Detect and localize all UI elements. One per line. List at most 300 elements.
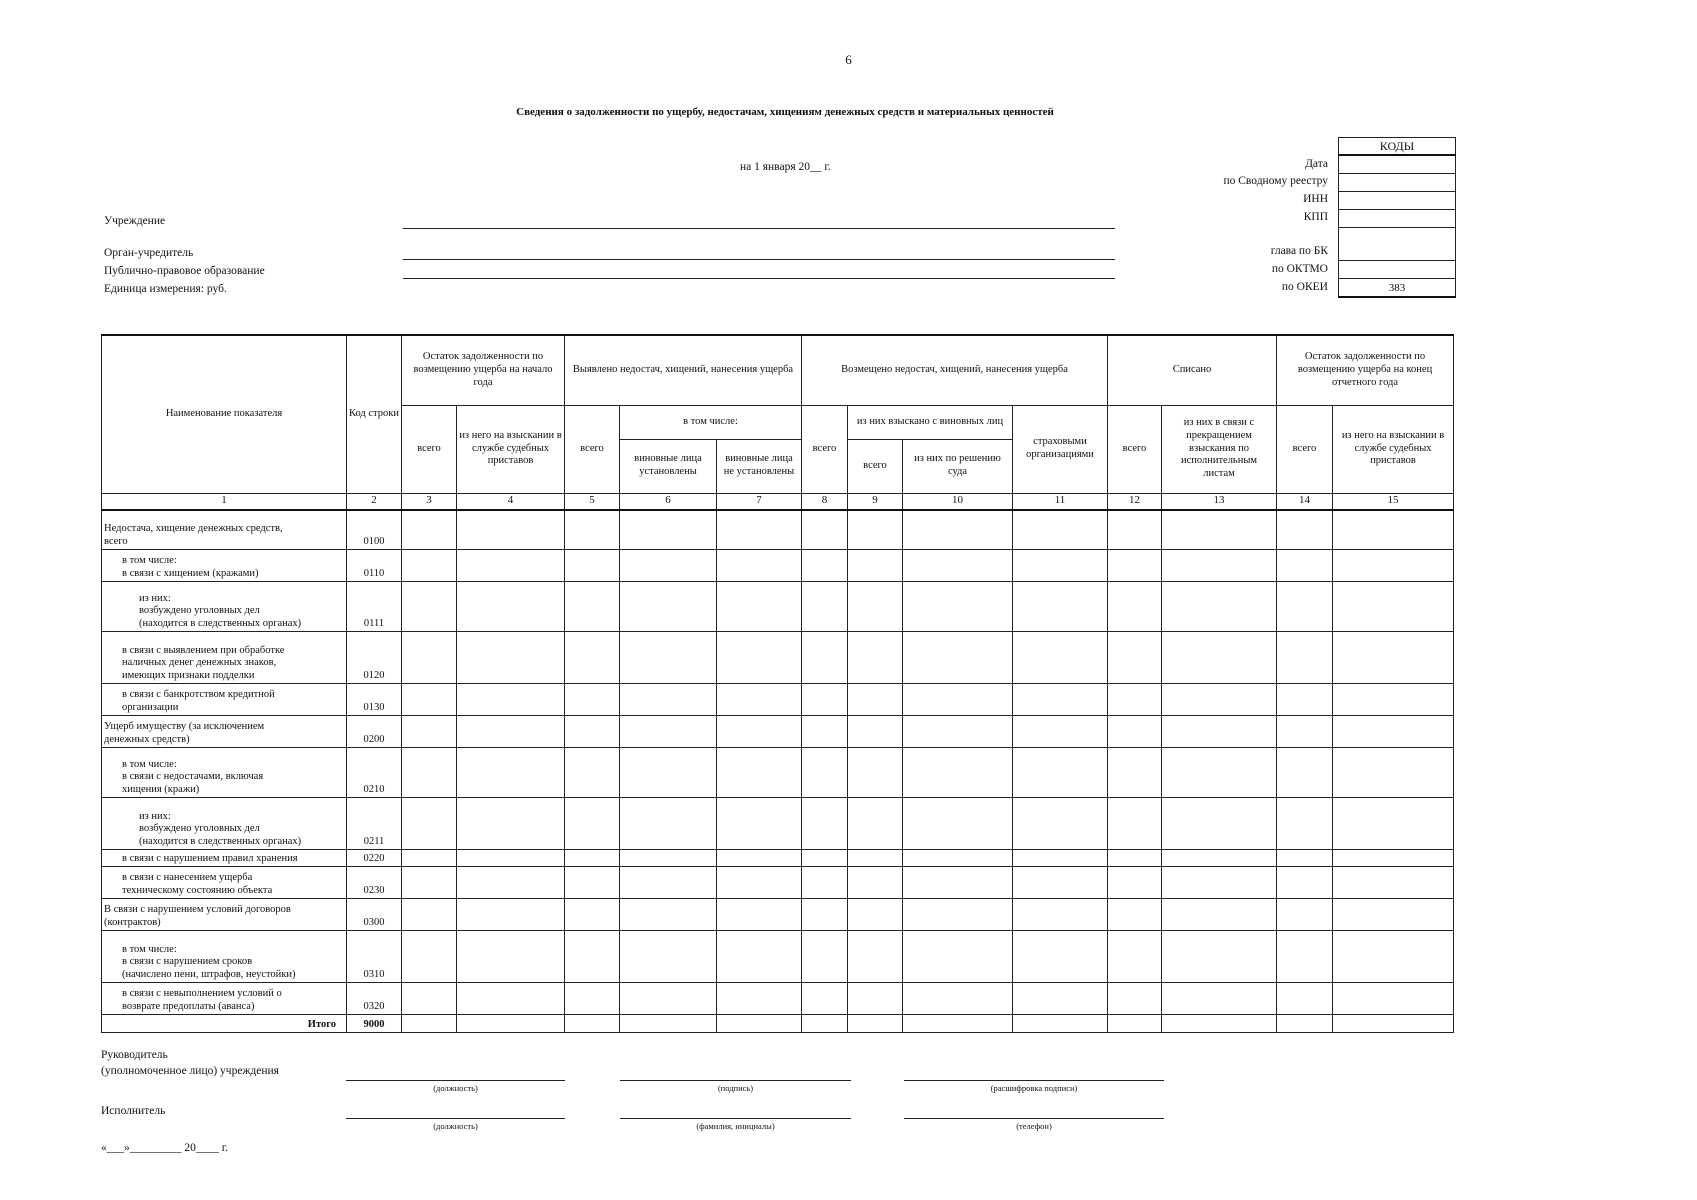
header-written-off: Списано <box>1108 335 1277 405</box>
value-cell[interactable] <box>1162 550 1277 582</box>
value-cell[interactable] <box>1333 983 1454 1015</box>
row-code: 0200 <box>347 716 402 748</box>
value-cell[interactable] <box>802 510 848 550</box>
header-including: в том числе: <box>620 405 802 439</box>
value-cell[interactable] <box>457 850 565 867</box>
value-cell[interactable] <box>1013 510 1108 550</box>
value-cell[interactable] <box>565 684 620 716</box>
row-name-line: Итого <box>307 1019 336 1031</box>
value-cell[interactable] <box>1333 748 1454 798</box>
row-name-line: из них: <box>139 810 171 822</box>
value-cell[interactable] <box>1333 931 1454 983</box>
column-number: 1 <box>102 493 347 510</box>
value-cell[interactable] <box>1013 632 1108 684</box>
row-code: 0220 <box>347 850 402 867</box>
table-row <box>102 798 1454 850</box>
value-cell[interactable] <box>1108 510 1162 550</box>
column-number: 12 <box>1108 493 1162 510</box>
value-cell[interactable] <box>717 983 802 1015</box>
value-cell[interactable] <box>402 748 457 798</box>
code-cell-inn[interactable] <box>1339 192 1456 210</box>
value-cell[interactable] <box>457 632 565 684</box>
value-cell[interactable] <box>1162 632 1277 684</box>
row-name <box>102 850 347 867</box>
header-col9-total: всего <box>848 439 903 493</box>
header-balance-end: Остаток задолженности по возмещению ущерба на конец отчетного года <box>1277 335 1454 405</box>
table-row <box>102 899 1454 931</box>
table-row <box>102 748 1454 798</box>
value-cell[interactable] <box>848 510 903 550</box>
executor-position-line[interactable] <box>346 1118 565 1119</box>
code-label-register: по Сводному реестру <box>1223 175 1328 187</box>
value-cell[interactable] <box>1013 684 1108 716</box>
value-cell[interactable] <box>1277 510 1333 550</box>
value-cell[interactable] <box>620 748 717 798</box>
code-cell-kpp[interactable] <box>1339 210 1456 228</box>
value-cell[interactable] <box>1013 582 1108 632</box>
value-cell[interactable] <box>1108 850 1162 867</box>
value-cell[interactable] <box>1277 748 1333 798</box>
row-code: 0210 <box>347 748 402 798</box>
value-cell[interactable] <box>620 931 717 983</box>
value-cell[interactable] <box>903 684 1013 716</box>
value-cell[interactable] <box>848 798 903 850</box>
value-cell[interactable] <box>1333 510 1454 550</box>
row-name-line: из них: <box>139 592 171 604</box>
value-cell[interactable] <box>717 632 802 684</box>
value-cell[interactable] <box>1333 867 1454 899</box>
value-cell[interactable] <box>457 510 565 550</box>
value-cell[interactable] <box>620 550 717 582</box>
value-cell[interactable] <box>620 867 717 899</box>
code-cell-oktmo[interactable] <box>1339 261 1456 279</box>
value-cell[interactable] <box>848 716 903 748</box>
document-title: Сведения о задолженности по ущербу, недостачам, хищениям денежных средств и материальных ценностей <box>516 106 1054 118</box>
value-cell[interactable] <box>903 716 1013 748</box>
value-cell[interactable] <box>402 850 457 867</box>
executor-phone-line[interactable] <box>904 1118 1164 1119</box>
row-name-line: в связи с нарушением сроков <box>122 956 253 968</box>
value-cell[interactable] <box>1108 1015 1162 1033</box>
value-cell[interactable] <box>848 931 903 983</box>
row-name-line: организации <box>122 702 179 714</box>
value-cell[interactable] <box>402 931 457 983</box>
value-cell[interactable] <box>717 850 802 867</box>
row-name-line: всего <box>104 536 128 548</box>
founder-field-line[interactable] <box>403 259 1115 260</box>
column-number: 5 <box>565 493 620 510</box>
value-cell[interactable] <box>717 582 802 632</box>
value-cell[interactable] <box>1333 899 1454 931</box>
value-cell[interactable] <box>1277 983 1333 1015</box>
row-name-line: (находится в следственных органах) <box>139 836 302 848</box>
value-cell[interactable] <box>402 983 457 1015</box>
value-cell[interactable] <box>565 931 620 983</box>
value-cell[interactable] <box>717 748 802 798</box>
value-cell[interactable] <box>402 582 457 632</box>
value-cell[interactable] <box>848 867 903 899</box>
row-name <box>102 798 347 850</box>
executor-name-caption: (фамилия, инициалы) <box>696 1121 775 1131</box>
head-label-2: (уполномоченное лицо) учреждения <box>101 1065 279 1077</box>
table-row <box>102 1015 1454 1033</box>
table-row <box>102 632 1454 684</box>
value-cell[interactable] <box>802 867 848 899</box>
value-cell[interactable] <box>565 850 620 867</box>
code-label-bk: глава по БК <box>1270 245 1328 257</box>
value-cell[interactable] <box>802 632 848 684</box>
value-cell[interactable] <box>620 983 717 1015</box>
column-number: 4 <box>457 493 565 510</box>
value-cell[interactable] <box>802 684 848 716</box>
value-cell[interactable] <box>1013 798 1108 850</box>
value-cell[interactable] <box>457 550 565 582</box>
row-name-line: техническому состоянию объекта <box>122 885 273 897</box>
row-name <box>102 716 347 748</box>
debt-table <box>101 334 1454 1033</box>
value-cell[interactable] <box>1162 1015 1277 1033</box>
value-cell[interactable] <box>903 582 1013 632</box>
row-name <box>102 550 347 582</box>
value-cell[interactable] <box>903 510 1013 550</box>
value-cell[interactable] <box>620 684 717 716</box>
value-cell[interactable] <box>1013 748 1108 798</box>
row-name <box>102 748 347 798</box>
value-cell[interactable] <box>1013 899 1108 931</box>
executor-label: Исполнитель <box>101 1105 166 1117</box>
value-cell[interactable] <box>1108 748 1162 798</box>
report-date-line: на 1 января 20__ г. <box>740 161 831 173</box>
header-row-code: Код строки <box>347 335 402 493</box>
header-col4-bailiffs: из него на взыскании в службе судебных приставов <box>457 405 565 493</box>
code-label-okei: по ОКЕИ <box>1281 281 1328 293</box>
row-name-line: В связи с нарушением условий договоров <box>104 904 291 916</box>
value-cell[interactable] <box>1162 983 1277 1015</box>
value-cell[interactable] <box>402 867 457 899</box>
value-cell[interactable] <box>1108 716 1162 748</box>
value-cell[interactable] <box>1333 798 1454 850</box>
row-name-line: в связи с хищением (кражами) <box>122 568 259 580</box>
value-cell[interactable] <box>1333 850 1454 867</box>
head-position-caption: (должность) <box>433 1083 478 1093</box>
column-number: 10 <box>903 493 1013 510</box>
row-name-line: (начислено пени, штрафов, неустойки) <box>122 969 296 981</box>
value-cell[interactable] <box>620 899 717 931</box>
value-cell[interactable] <box>1333 716 1454 748</box>
row-code: 0230 <box>347 867 402 899</box>
value-cell[interactable] <box>903 899 1013 931</box>
value-cell[interactable] <box>620 850 717 867</box>
value-cell[interactable] <box>903 798 1013 850</box>
value-cell[interactable] <box>620 1015 717 1033</box>
value-cell[interactable] <box>1162 798 1277 850</box>
value-cell[interactable] <box>1162 684 1277 716</box>
value-cell[interactable] <box>717 1015 802 1033</box>
value-cell[interactable] <box>802 931 848 983</box>
value-cell[interactable] <box>903 867 1013 899</box>
value-cell[interactable] <box>802 983 848 1015</box>
row-name <box>102 582 347 632</box>
value-cell[interactable] <box>565 1015 620 1033</box>
code-cell-register[interactable] <box>1339 174 1456 192</box>
table-row <box>102 716 1454 748</box>
value-cell[interactable] <box>620 510 717 550</box>
head-signature-line[interactable] <box>620 1080 851 1081</box>
value-cell[interactable] <box>1013 716 1108 748</box>
value-cell[interactable] <box>802 850 848 867</box>
row-name <box>102 632 347 684</box>
value-cell[interactable] <box>1108 684 1162 716</box>
value-cell[interactable] <box>457 716 565 748</box>
value-cell[interactable] <box>903 632 1013 684</box>
row-name-line: в связи с нанесением ущерба <box>122 872 253 884</box>
table-row <box>102 867 1454 899</box>
header-reimbursed: Возмещено недостач, хищений, нанесения ущерба <box>802 335 1108 405</box>
value-cell[interactable] <box>717 867 802 899</box>
value-cell[interactable] <box>1013 931 1108 983</box>
value-cell[interactable] <box>565 550 620 582</box>
value-cell[interactable] <box>402 684 457 716</box>
public-entity-label: Публично-правовое образование <box>104 265 265 277</box>
row-name-line: в том числе: <box>122 943 177 955</box>
value-cell[interactable] <box>620 632 717 684</box>
code-label-kpp: КПП <box>1303 211 1328 223</box>
column-number: 13 <box>1162 493 1277 510</box>
header-col6-culprits-found: виновные лица установлены <box>620 439 717 493</box>
value-cell[interactable] <box>1013 983 1108 1015</box>
value-cell[interactable] <box>802 582 848 632</box>
header-col15-bailiffs: из него на взыскании в службе судебных приставов <box>1333 405 1454 493</box>
value-cell[interactable] <box>402 550 457 582</box>
founder-label: Орган-учредитель <box>104 247 194 259</box>
value-cell[interactable] <box>1162 931 1277 983</box>
value-cell[interactable] <box>903 850 1013 867</box>
value-cell[interactable] <box>565 716 620 748</box>
value-cell[interactable] <box>802 899 848 931</box>
value-cell[interactable] <box>402 798 457 850</box>
value-cell[interactable] <box>848 748 903 798</box>
table-row <box>102 983 1454 1015</box>
code-label-oktmo: по ОКТМО <box>1271 263 1328 275</box>
code-cell-bk[interactable] <box>1339 228 1456 261</box>
value-cell[interactable] <box>717 931 802 983</box>
value-cell[interactable] <box>1277 716 1333 748</box>
row-name <box>102 899 347 931</box>
value-cell[interactable] <box>565 748 620 798</box>
code-cell-okei[interactable]: 383 <box>1339 279 1456 298</box>
row-name-line: возбуждено уголовных дел <box>139 823 260 835</box>
value-cell[interactable] <box>848 684 903 716</box>
table-row <box>102 550 1454 582</box>
value-cell[interactable] <box>1013 850 1108 867</box>
row-name-line: денежных средств) <box>104 734 190 746</box>
value-cell[interactable] <box>1013 550 1108 582</box>
column-number: 9 <box>848 493 903 510</box>
codes-table <box>1338 137 1456 298</box>
value-cell[interactable] <box>802 1015 848 1033</box>
value-cell[interactable] <box>717 550 802 582</box>
value-cell[interactable] <box>1277 850 1333 867</box>
value-cell[interactable] <box>903 748 1013 798</box>
head-name-line[interactable] <box>904 1080 1164 1081</box>
value-cell[interactable] <box>402 716 457 748</box>
value-cell[interactable] <box>717 684 802 716</box>
value-cell[interactable] <box>848 899 903 931</box>
value-cell[interactable] <box>620 716 717 748</box>
table-row <box>102 684 1454 716</box>
value-cell[interactable] <box>457 684 565 716</box>
value-cell[interactable] <box>1333 632 1454 684</box>
header-col5-total: всего <box>565 405 620 493</box>
column-number: 2 <box>347 493 402 510</box>
value-cell[interactable] <box>457 899 565 931</box>
row-name-line: возврате предоплаты (аванса) <box>122 1001 255 1013</box>
table-row <box>102 582 1454 632</box>
value-cell[interactable] <box>1277 899 1333 931</box>
value-cell[interactable] <box>1162 582 1277 632</box>
executor-phone-caption: (телефон) <box>1016 1121 1052 1131</box>
unit-label: Единица измерения: руб. <box>104 283 227 295</box>
row-name-line: в связи с недостачами, включая <box>122 771 264 783</box>
value-cell[interactable] <box>1277 798 1333 850</box>
value-cell[interactable] <box>1162 850 1277 867</box>
value-cell[interactable] <box>457 931 565 983</box>
value-cell[interactable] <box>402 899 457 931</box>
value-cell[interactable] <box>457 983 565 1015</box>
column-number: 14 <box>1277 493 1333 510</box>
value-cell[interactable] <box>457 798 565 850</box>
row-name <box>102 1015 347 1033</box>
value-cell[interactable] <box>1333 1015 1454 1033</box>
value-cell[interactable] <box>565 632 620 684</box>
row-name-line: хищения (кражи) <box>122 784 200 796</box>
value-cell[interactable] <box>1108 867 1162 899</box>
value-cell[interactable] <box>457 582 565 632</box>
row-name-line: имеющих признаки подделки <box>122 670 255 682</box>
value-cell[interactable] <box>1013 1015 1108 1033</box>
value-cell[interactable] <box>903 550 1013 582</box>
value-cell[interactable] <box>457 748 565 798</box>
institution-label: Учреждение <box>104 215 166 227</box>
row-name-line: в связи с банкротством кредитной <box>122 689 275 701</box>
value-cell[interactable] <box>620 798 717 850</box>
value-cell[interactable] <box>848 550 903 582</box>
value-cell[interactable] <box>1108 798 1162 850</box>
header-indicator-name: Наименование показателя <box>102 335 347 493</box>
head-position-line[interactable] <box>346 1080 565 1081</box>
header-col3-total: всего <box>402 405 457 493</box>
value-cell[interactable] <box>402 632 457 684</box>
value-cell[interactable] <box>457 1015 565 1033</box>
executor-name-line[interactable] <box>620 1118 851 1119</box>
value-cell[interactable] <box>848 850 903 867</box>
value-cell[interactable] <box>848 632 903 684</box>
head-label-1: Руководитель <box>101 1049 168 1061</box>
value-cell[interactable] <box>1162 510 1277 550</box>
value-cell[interactable] <box>1277 684 1333 716</box>
row-name-line: (находится в следственных органах) <box>139 618 302 630</box>
row-code: 0120 <box>347 632 402 684</box>
value-cell[interactable] <box>848 1015 903 1033</box>
value-cell[interactable] <box>1108 632 1162 684</box>
value-cell[interactable] <box>565 798 620 850</box>
header-col14-total: всего <box>1277 405 1333 493</box>
row-name <box>102 983 347 1015</box>
value-cell[interactable] <box>848 582 903 632</box>
value-cell[interactable] <box>1108 550 1162 582</box>
value-cell[interactable] <box>1108 582 1162 632</box>
value-cell[interactable] <box>1108 931 1162 983</box>
value-cell[interactable] <box>565 582 620 632</box>
value-cell[interactable] <box>1333 684 1454 716</box>
head-name-caption: (расшифровка подписи) <box>990 1083 1078 1093</box>
value-cell[interactable] <box>565 983 620 1015</box>
value-cell[interactable] <box>402 1015 457 1033</box>
value-cell[interactable] <box>1277 550 1333 582</box>
table-row <box>102 850 1454 867</box>
value-cell[interactable] <box>1277 582 1333 632</box>
value-cell[interactable] <box>1277 931 1333 983</box>
value-cell[interactable] <box>1162 716 1277 748</box>
value-cell[interactable] <box>1162 748 1277 798</box>
value-cell[interactable] <box>802 748 848 798</box>
row-name-line: в том числе: <box>122 555 177 567</box>
value-cell[interactable] <box>1162 899 1277 931</box>
row-code: 9000 <box>347 1015 402 1033</box>
institution-field-line[interactable] <box>403 228 1115 229</box>
value-cell[interactable] <box>620 582 717 632</box>
value-cell[interactable] <box>802 550 848 582</box>
value-cell[interactable] <box>903 983 1013 1015</box>
value-cell[interactable] <box>1333 582 1454 632</box>
value-cell[interactable] <box>717 899 802 931</box>
value-cell[interactable] <box>717 510 802 550</box>
row-name-line: в связи с выявлением при обработке <box>122 644 285 656</box>
value-cell[interactable] <box>1108 983 1162 1015</box>
value-cell[interactable] <box>565 899 620 931</box>
code-cell-date[interactable] <box>1339 155 1456 174</box>
table-row <box>102 510 1454 550</box>
value-cell[interactable] <box>1277 632 1333 684</box>
page-number: 6 <box>845 52 852 67</box>
public-entity-field-line[interactable] <box>403 278 1115 279</box>
code-label-inn: ИНН <box>1303 193 1328 205</box>
value-cell[interactable] <box>1277 1015 1333 1033</box>
value-cell[interactable] <box>802 798 848 850</box>
value-cell[interactable] <box>565 867 620 899</box>
value-cell[interactable] <box>1333 550 1454 582</box>
value-cell[interactable] <box>1013 867 1108 899</box>
head-signature-caption: (подпись) <box>717 1083 754 1093</box>
value-cell[interactable] <box>457 867 565 899</box>
value-cell[interactable] <box>848 983 903 1015</box>
header-balance-start: Остаток задолженности по возмещению ущерба на начало года <box>402 335 565 405</box>
value-cell[interactable] <box>565 510 620 550</box>
value-cell[interactable] <box>1108 899 1162 931</box>
value-cell[interactable] <box>717 716 802 748</box>
column-number: 3 <box>402 493 457 510</box>
value-cell[interactable] <box>402 510 457 550</box>
value-cell[interactable] <box>1277 867 1333 899</box>
value-cell[interactable] <box>1162 867 1277 899</box>
column-number: 11 <box>1013 493 1108 510</box>
value-cell[interactable] <box>802 716 848 748</box>
value-cell[interactable] <box>717 798 802 850</box>
value-cell[interactable] <box>903 1015 1013 1033</box>
column-number: 15 <box>1333 493 1454 510</box>
header-col11-insurers: страховыми организациями <box>1013 405 1108 493</box>
value-cell[interactable] <box>903 931 1013 983</box>
